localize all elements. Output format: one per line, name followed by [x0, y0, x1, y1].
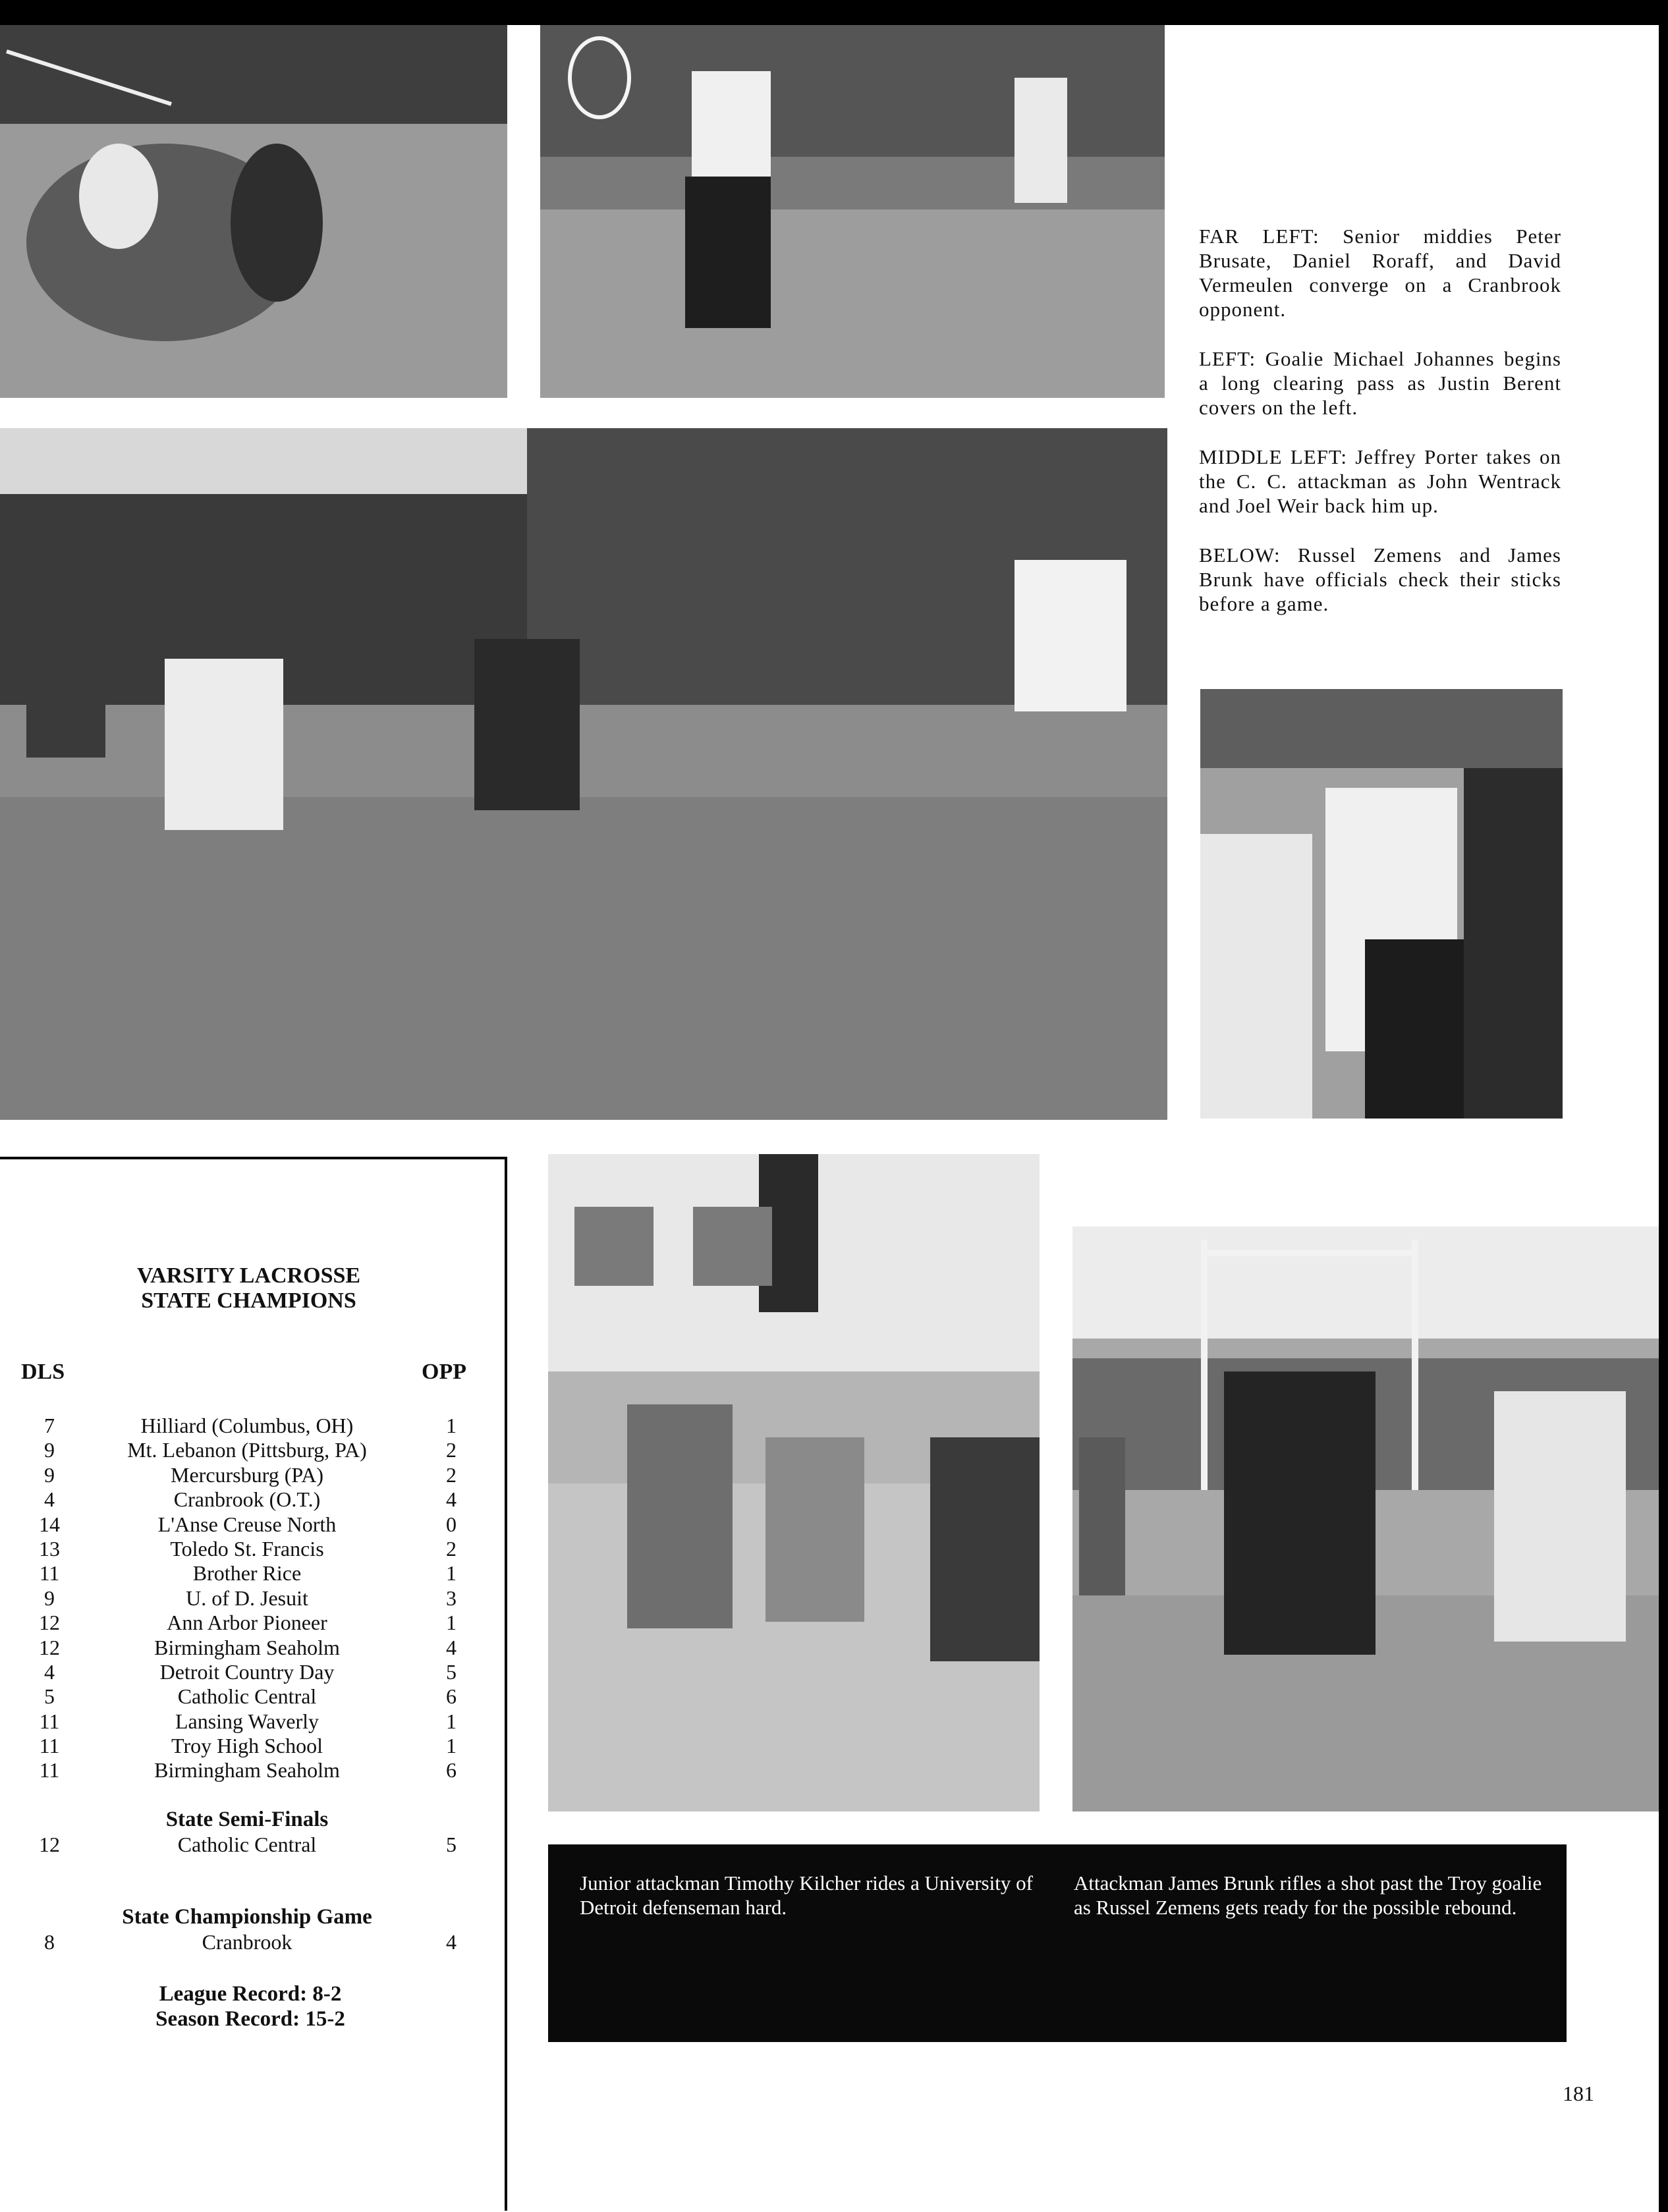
game-opp-score: 2 — [446, 1536, 457, 1561]
caption-bottom-right: Attackman James Brunk rifles a shot past the Troy goalie as Russel Zemens gets ready for the possible rebound. — [1074, 1871, 1542, 1919]
champ-opp: 4 — [446, 1930, 457, 1954]
game-opp-score: 2 — [446, 1462, 457, 1487]
table-row — [0, 1636, 501, 1660]
photo-left-goalie — [540, 25, 1165, 398]
results-title-line2: STATE CHAMPIONS — [141, 1288, 356, 1313]
results-title-line1: VARSITY LACROSSE — [136, 1263, 361, 1288]
top-border — [0, 0, 1668, 25]
semi-finals-title: State Semi-Finals — [165, 1808, 329, 1831]
game-opponent: Troy High School — [171, 1734, 323, 1758]
game-dls-score: 11 — [39, 1709, 60, 1733]
game-opponent: Lansing Waverly — [175, 1709, 320, 1733]
side-captions — [1199, 224, 1561, 641]
game-opponent: Hilliard (Columbus, OH) — [140, 1414, 354, 1437]
right-border — [1659, 0, 1668, 2212]
game-dls-score: 14 — [39, 1512, 60, 1536]
photo-bottom-kilcher — [548, 1154, 1040, 1811]
game-opponent: Toledo St. Francis — [170, 1536, 324, 1561]
game-opp-score: 1 — [446, 1734, 457, 1758]
game-opponent: Mt. Lebanon (Pittsburg, PA) — [127, 1438, 367, 1462]
table-row — [0, 1684, 501, 1709]
table-row — [0, 1414, 501, 1438]
caption-left: LEFT: Goalie Michael Johannes begins a long clearing pass as Justin Berent covers on the left. — [1199, 347, 1561, 419]
photo-middle-wide — [0, 428, 1167, 1120]
caption-middle-left: MIDDLE LEFT: Jeffrey Porter takes on the C. C. attackman as John Wentrack and Joel Weir back him up. — [1199, 445, 1561, 517]
semi-opp: 5 — [446, 1833, 457, 1856]
game-opponent: Birmingham Seaholm — [154, 1758, 340, 1783]
champ-opponent: Cranbrook — [202, 1930, 292, 1954]
game-opponent: L'Anse Creuse North — [157, 1512, 337, 1536]
game-opp-score: 6 — [446, 1758, 457, 1783]
game-dls-score: 11 — [39, 1561, 60, 1586]
game-dls-score: 12 — [39, 1611, 60, 1635]
game-dls-score: 11 — [39, 1758, 60, 1783]
game-dls-score: 4 — [44, 1659, 55, 1684]
game-opponent: Birmingham Seaholm — [154, 1635, 340, 1659]
game-opponent: U. of D. Jesuit — [186, 1586, 308, 1610]
game-dls-score: 9 — [44, 1438, 55, 1462]
table-row — [0, 1660, 501, 1684]
caption-below: BELOW: Russel Zemens and James Brunk have officials check their sticks before a game. — [1199, 543, 1561, 615]
col-header-dls: DLS — [21, 1360, 65, 1384]
semi-finals-row — [0, 1833, 501, 1859]
table-row — [0, 1438, 501, 1462]
table-row — [0, 1611, 501, 1635]
game-opponent: Cranbrook (O.T.) — [173, 1487, 321, 1512]
table-row — [0, 1709, 501, 1734]
table-row — [0, 1537, 501, 1561]
game-opp-score: 1 — [446, 1414, 457, 1437]
caption-far-left: FAR LEFT: Senior middies Peter Brusate, Daniel Roraff, and David Vermeulen converge on a Cranbrook opponent. — [1199, 225, 1561, 321]
game-opponent: Mercursburg (PA) — [171, 1462, 323, 1487]
league-record: League Record: 8-2 — [159, 1982, 342, 2006]
season-record: Season Record: 15-2 — [155, 2007, 345, 2031]
game-dls-score: 5 — [44, 1684, 55, 1709]
photo-bottom-brunk — [1072, 1227, 1659, 1811]
table-row — [0, 1487, 501, 1512]
photo-below-officials — [1200, 689, 1563, 1119]
page-number: 181 — [1563, 2082, 1594, 2105]
game-opponent: Catholic Central — [177, 1684, 317, 1709]
game-opponent: Brother Rice — [192, 1561, 302, 1586]
championship-row — [0, 1930, 501, 1956]
table-row — [0, 1463, 501, 1487]
photo-far-left — [0, 25, 507, 398]
game-dls-score: 13 — [39, 1536, 60, 1561]
table-row — [0, 1734, 501, 1758]
game-dls-score: 12 — [39, 1635, 60, 1659]
col-header-opp: OPP — [422, 1360, 466, 1384]
results-table — [0, 1414, 501, 1783]
table-row — [0, 1586, 501, 1611]
semi-opponent: Catholic Central — [177, 1833, 317, 1856]
game-dls-score: 11 — [39, 1734, 60, 1758]
champ-dls: 8 — [44, 1930, 55, 1954]
game-opponent: Detroit Country Day — [159, 1659, 335, 1684]
championship-title: State Championship Game — [122, 1905, 372, 1929]
game-opp-score: 1 — [446, 1561, 457, 1586]
game-dls-score: 9 — [44, 1462, 55, 1487]
table-row — [0, 1758, 501, 1783]
game-opp-score: 4 — [446, 1635, 457, 1659]
table-row — [0, 1561, 501, 1586]
caption-bottom-left: Junior attackman Timothy Kilcher rides a University of Detroit defenseman hard. — [580, 1871, 1033, 1919]
game-opp-score: 1 — [446, 1709, 457, 1733]
game-opp-score: 5 — [446, 1659, 457, 1684]
bottom-caption-box — [548, 1844, 1567, 2042]
table-row — [0, 1512, 501, 1537]
game-dls-score: 7 — [44, 1414, 55, 1437]
game-opp-score: 2 — [446, 1438, 457, 1462]
game-opp-score: 0 — [446, 1512, 457, 1536]
game-dls-score: 4 — [44, 1487, 55, 1512]
game-opp-score: 1 — [446, 1611, 457, 1635]
game-opp-score: 6 — [446, 1684, 457, 1709]
game-opp-score: 4 — [446, 1487, 457, 1512]
game-opp-score: 3 — [446, 1586, 457, 1610]
semi-dls: 12 — [39, 1833, 60, 1856]
game-dls-score: 9 — [44, 1586, 55, 1610]
game-opponent: Ann Arbor Pioneer — [167, 1611, 327, 1635]
